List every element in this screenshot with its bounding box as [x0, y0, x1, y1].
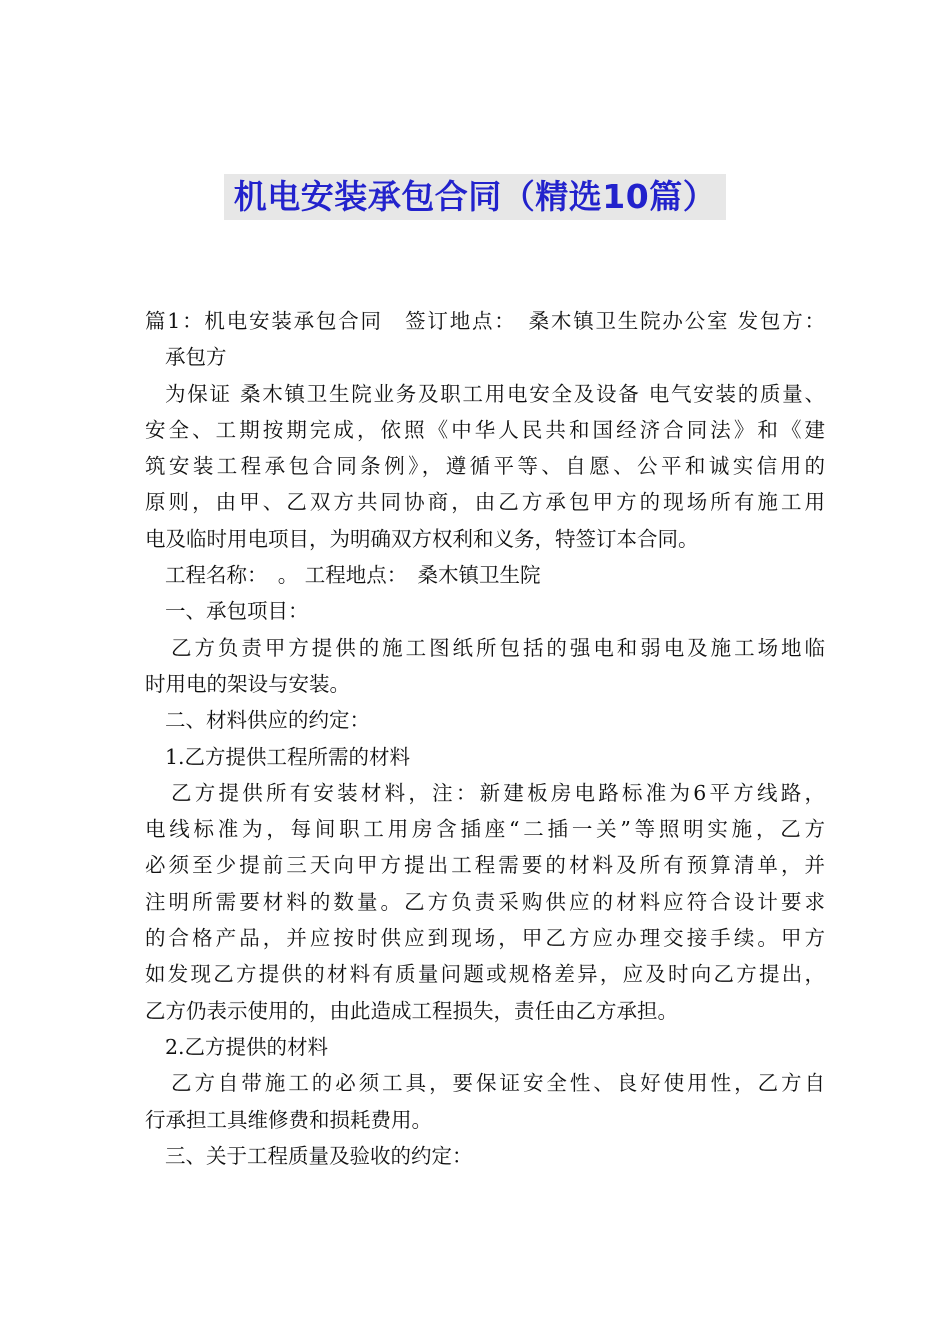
body-line: 一、承包项目： [165, 599, 309, 624]
body-line: 行承担工具维修费和损耗费用。 [145, 1107, 432, 1132]
body-line: 工程名称： 。 工程地点： 桑木镇卫生院 [165, 563, 541, 588]
body-line: 必须至少提前三天向甲方提出工程需要的材料及所有预算清单，并 [145, 853, 825, 878]
document-body [145, 303, 825, 1174]
body-line: 乙方仍表示使用的，由此造成工程损失，责任由乙方承担。 [145, 998, 678, 1023]
body-line: 乙方负责甲方提供的施工图纸所包括的强电和弱电及施工场地临 [171, 635, 825, 660]
body-line: 1.乙方提供工程所需的材料 [165, 744, 411, 769]
body-line: 为保证 桑木镇卫生院业务及职工用电安全及设备 电气安装的质量、 [165, 381, 825, 406]
body-line: 电线标准为，每间职工用房含插座“二插一关”等照明实施，乙方 [145, 817, 825, 842]
title-wrapper [0, 174, 950, 220]
document-title: 机电安装承包合同（精选10篇） [224, 174, 726, 220]
body-line: 二、材料供应的约定： [165, 708, 370, 733]
body-line: 安全、工期按期完成，依照《中华人民共和国经济合同法》和《建 [145, 417, 825, 442]
body-line: 2.乙方提供的材料 [165, 1034, 329, 1059]
body-line: 筑安装工程承包合同条例》，遵循平等、自愿、公平和诚实信用的 [145, 454, 825, 479]
body-line: 注明所需要材料的数量。乙方负责采购供应的材料应符合设计要求 [145, 889, 825, 914]
body-line: 乙方自带施工的必须工具，要保证安全性、良好使用性，乙方自 [171, 1071, 825, 1096]
body-line: 承包方 [165, 345, 227, 370]
body-line: 三、关于工程质量及验收的约定： [165, 1143, 473, 1168]
body-line: 的合格产品，并应按时供应到现场，甲乙方应办理交接手续。甲方 [145, 926, 825, 951]
body-line: 乙方提供所有安装材料，注：新建板房电路标准为6平方线路， [171, 780, 825, 805]
body-line: 电及临时用电项目，为明确双方权利和义务，特签订本合同。 [145, 526, 699, 551]
body-line: 时用电的架设与安装。 [145, 671, 350, 696]
body-line: 原则，由甲、乙双方共同协商，由乙方承包甲方的现场所有施工用 [145, 490, 825, 515]
body-line: 篇1：机电安装承包合同 签订地点： 桑木镇卫生院办公室 发包方： [145, 309, 825, 333]
body-line: 如发现乙方提供的材料有质量问题或规格差异，应及时向乙方提出， [145, 962, 825, 987]
